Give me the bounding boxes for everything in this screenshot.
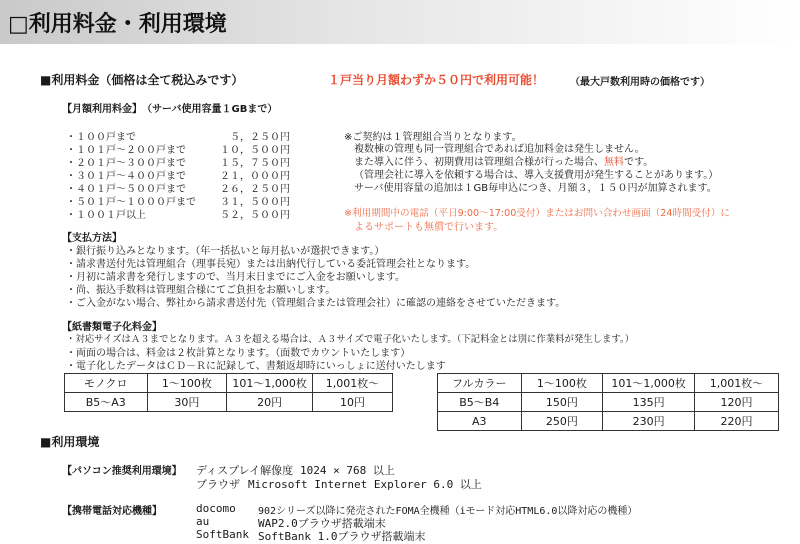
color-price-table: [437, 373, 779, 431]
table-header-cell: 1,001枚～: [695, 374, 779, 393]
tier-range: ・５０１戸～１０００戸まで: [66, 197, 196, 208]
free-highlight: 無料: [604, 157, 624, 168]
note-line: ※ご契約は１管理組合当りとなります。: [344, 132, 522, 143]
display-label: ディスプレイ解像度: [196, 464, 294, 477]
note-text: また導入に伴う、初期費用は管理組合様が行った場合、: [354, 157, 604, 168]
carrier-spec: SoftBank 1.0ブラウザ搭載端末: [258, 530, 426, 543]
tier-range: ・１００１戸以上: [66, 210, 146, 221]
environment-heading: ■利用環境: [40, 435, 100, 449]
table-cell: B5～A3: [65, 393, 148, 412]
support-note: ※利用期間中の電話（平日9:00～17:00受付）またはお問い合わせ画面（24時間受付）に: [344, 208, 731, 219]
tier-range: ・１００戸まで: [66, 132, 136, 143]
digitize-item: ・両面の場合は、料金は２枚計算となります。（面数でカウントいたします）: [66, 348, 411, 359]
table-header-cell: フルカラー: [438, 374, 522, 393]
table-cell: 135円: [603, 393, 695, 412]
support-note: よるサポートも無償で行います。: [354, 222, 504, 233]
fees-heading: ■利用料金（価格は全て税込みです）: [40, 73, 244, 87]
note-line: サーバ使用容量の追加は１GB毎申込につき、月額３，１５０円が加算されます。: [354, 183, 717, 194]
monthly-fee-label: 【月額利用料金】 （サーバ使用容量１GBまで）: [62, 104, 278, 115]
table-header-cell: 1～100枚: [521, 374, 603, 393]
table-header-cell: 1,001枚～: [313, 374, 393, 393]
carrier-name: docomo: [196, 502, 236, 515]
table-header-cell: モノクロ: [65, 374, 148, 393]
mobile-label: 【携帯電話対応機種】: [62, 506, 162, 517]
page-title: □利用料金・利用環境: [8, 12, 227, 37]
tier-price: ２１，０００円: [220, 171, 290, 182]
table-header-cell: 101～1,000枚: [603, 374, 695, 393]
tier-range: ・２０１戸～３００戸まで: [66, 158, 186, 169]
display-value: 1024 × 768 以上: [300, 464, 395, 477]
table-header-cell: 1～100枚: [147, 374, 227, 393]
table-cell: 20円: [227, 393, 313, 412]
table-cell: B5～B4: [438, 393, 522, 412]
table-cell: 220円: [695, 412, 779, 431]
digitize-label: 【紙書類電子化料金】: [62, 322, 162, 333]
promo-text: １戸当り月額わずか５０円で利用可能！: [328, 73, 545, 87]
table-cell: 120円: [695, 393, 779, 412]
payment-item: ・銀行振り込みとなります。（年一括払いと毎月払いが選択できます。）: [66, 246, 385, 257]
payment-item: ・ご入金がない場合、弊社から請求書送付先（管理組合または管理会社）に確認の連絡をさせていただきます。: [66, 298, 566, 309]
table-cell: 250円: [521, 412, 603, 431]
payment-item: ・請求書送付先は管理組合（理事長宛）または出納代行している委託管理会社となります。: [66, 259, 476, 270]
table-cell: 10円: [313, 393, 393, 412]
mono-price-table: [64, 373, 393, 412]
note-line: 複数棟の管理も同一管理組合であれば追加料金は発生しません。: [354, 144, 645, 155]
browser-value: Microsoft Internet Explorer 6.0 以上: [248, 478, 482, 491]
carrier-spec: WAP2.0ブラウザ搭載端末: [258, 517, 386, 530]
table-cell: 150円: [521, 393, 603, 412]
table-header-cell: 101～1,000枚: [227, 374, 313, 393]
carrier-name: au: [196, 515, 210, 528]
table-cell: A3: [438, 412, 522, 431]
payment-item: ・月初に請求書を発行しますので、当月末日までにご入金をお願いします。: [66, 272, 405, 283]
promo-note: （最大戸数利用時の価格です）: [570, 77, 710, 88]
carrier-spec: 902シリーズ以降に発売されたFOMA全機種（iモード対応HTML6.0以降対応の機種）: [258, 506, 638, 517]
payment-label: 【支払方法】: [62, 233, 122, 244]
browser-label: ブラウザ: [196, 478, 240, 491]
tier-price: ５２，５００円: [220, 210, 290, 221]
digitize-item: ・電子化したデータはＣＤ－Ｒに記録して、書類返却時にいっしょに送付いたします: [66, 361, 446, 372]
pc-env-label: 【パソコン推奨利用環境】: [62, 466, 182, 477]
tier-range: ・１０１戸～２００戸まで: [66, 145, 186, 156]
tier-range: ・３０１戸～４００戸まで: [66, 171, 186, 182]
table-cell: 230円: [603, 412, 695, 431]
tier-price: ３１，５００円: [220, 197, 290, 208]
carrier-name: SoftBank: [196, 528, 249, 541]
note-line: （管理会社に導入を依頼する場合は、導入支援費用が発生することがあります。）: [354, 170, 719, 181]
tier-range: ・４０１戸～５００戸まで: [66, 184, 186, 195]
tier-price: １０，５００円: [220, 145, 290, 156]
tier-price: ２６，２５０円: [220, 184, 290, 195]
tier-price: ５，２５０円: [230, 132, 290, 143]
note-text: です。: [624, 157, 654, 168]
payment-item: ・尚、振込手数料は管理組合様にてご負担をお願いします。: [66, 285, 336, 296]
table-cell: 30円: [147, 393, 227, 412]
digitize-item: ・対応サイズはＡ３までとなります。Ａ３を超える場合は、Ａ３サイズで電子化いたします。（下記料金とは別に作業料が発生します。）: [66, 334, 635, 345]
tier-price: １５，７５０円: [220, 158, 290, 169]
